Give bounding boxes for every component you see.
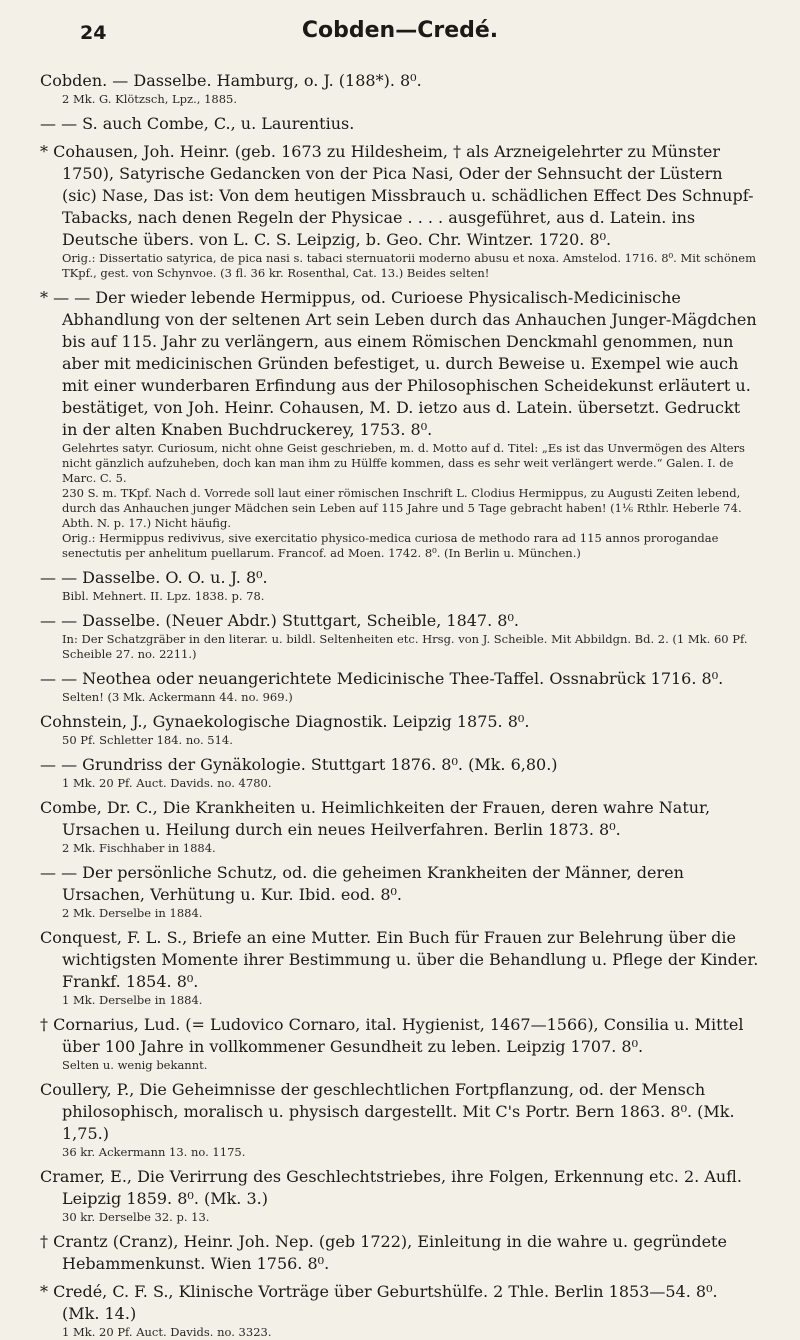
entry-note: 30 kr. Derselbe 32. p. 13.: [62, 1210, 210, 1224]
entry-text: — — Neothea oder neuangerichtete Medicinische Thee-Taffel. Ossnabrück 1716. 8⁰.: [40, 669, 724, 688]
entry-text: — — Dasselbe. (Neuer Abdr.) Stuttgart, Scheible, 1847. 8⁰.: [40, 611, 519, 630]
entry-note: 1 Mk. 20 Pf. Auct. Davids. no. 4780.: [62, 776, 272, 790]
entry-note: Selten! (3 Mk. Ackermann 44. no. 969.): [62, 690, 293, 704]
running-head: Cobden—Credé.: [301, 18, 499, 43]
entry-text: — — Grundriss der Gynäkologie. Stuttgart 1876. 8⁰. (Mk. 6,80.): [40, 755, 558, 774]
entry-text: † Crantz (Cranz), Heinr. Joh. Nep. (geb 1722), Einleitung in die wahre u. gegründete Hebammenkunst. Wien 1756. 8⁰.: [40, 1232, 727, 1273]
bibliography-entry: [40, 141, 760, 281]
bibliography-entry: [40, 610, 760, 662]
entry-note: 230 S. m. TKpf. Nach d. Vorrede soll laut einer römischen Inschrift L. Clodius Hermippus, zu Augusti Zeiten lebend, durch das Anhauchen junger Mädchen sein Leben auf 115 Jahre und 5 Tage gebracht haben! (1⅙ Rthlr. Heberle 74. Abth. N. p. 17.) Nicht häufig.: [62, 486, 742, 530]
bibliography-entry: [40, 797, 760, 856]
bibliography-entry: [40, 927, 760, 1008]
entry-note: Bibl. Mehnert. II. Lpz. 1838. p. 78.: [62, 589, 265, 603]
entry-text: Coullery, P., Die Geheimnisse der geschlechtlichen Fortpflanzung, od. der Mensch philosophisch, moralisch u. physisch dargestellt. Mit C's Portr. Bern 1863. 8⁰. (Mk. 1,75.): [40, 1080, 735, 1143]
entry-text: — — Der persönliche Schutz, od. die geheimen Krankheiten der Männer, deren Ursachen, Verhütung u. Kur. Ibid. eod. 8⁰.: [40, 863, 684, 904]
entry-note: 2 Mk. G. Klötzsch, Lpz., 1885.: [62, 92, 237, 106]
bibliography-entry: [40, 1079, 760, 1160]
bibliography-entry: [40, 287, 760, 561]
entry-note: Orig.: Dissertatio satyrica, de pica nasi s. tabaci sternuatorii moderno abusu et noxa. Amstelod. 1716. 8⁰. Mit schönem TKpf., gest. von Schynvoe. (3 fl. 36 kr. Rosenthal, Cat. 13.) Beides selten!: [62, 251, 756, 280]
entry-text: Conquest, F. L. S., Briefe an eine Mutter. Ein Buch für Frauen zur Belehrung über die wichtigsten Momente ihrer Bestimmung u. über die Behandlung u. Pflege der Kinder. Frankf. 1854. 8⁰.: [40, 928, 759, 991]
entry-text: * — — Der wieder lebende Hermippus, od. Curioese Physicalisch-Medicinische Abhandlung von der seltenen Art sein Leben durch das Anhauchen Junger-Mägdchen bis auf 115. Jahr zu verlängern, aus einem Römischen Denckmahl genommen, nun aber mit medicinischen Gründen befestiget, u. durch Beweise u. Exempel wie auch mit einer wunderbaren Erfindung aus der Philosophischen Scheidekunst erläutert u. bestätiget, von Joh. Heinr. Cohausen, M. D. ietzo aus d. Latein. übersetzt. Gedruckt in der alten Knaben Buchdruckerey, 1753. 8⁰.: [40, 288, 757, 439]
bibliography-entry: [40, 1166, 760, 1225]
bibliography-entry: [40, 113, 760, 135]
bibliography-entry: [40, 754, 760, 791]
entry-text: — — S. auch Combe, C., u. Laurentius.: [40, 114, 355, 133]
bibliography-entry: [40, 1014, 760, 1073]
bibliography-entry: [40, 1281, 760, 1340]
page-header: [40, 0, 760, 70]
entry-text: † Cornarius, Lud. (= Ludovico Cornaro, ital. Hygienist, 1467—1566), Consilia u. Mittel über 100 Jahre in vollkommener Gesundheit zu leben. Leipzig 1707. 8⁰.: [40, 1015, 744, 1056]
entry-note: Gelehrtes satyr. Curiosum, nicht ohne Geist geschrieben, m. d. Motto auf d. Titel: „Es ist das Unvermögen des Alters nicht gänzlich aufzuheben, doch kan man ihm zu Hülffe kommen, dass es sehr weit verlängert werde.“ Galen. I. de Marc. C. 5.: [62, 441, 745, 485]
bibliography-entry: [40, 862, 760, 921]
entry-note: In: Der Schatzgräber in den literar. u. bildl. Seltenheiten etc. Hrsg. von J. Scheible. Mit Abbildgn. Bd. 2. (1 Mk. 60 Pf. Scheible 27. no. 2211.): [62, 632, 748, 661]
entry-note: 1 Mk. 20 Pf. Auct. Davids. no. 3323.: [62, 1325, 272, 1339]
entry-text: — — Dasselbe. O. O. u. J. 8⁰.: [40, 568, 268, 587]
bibliography-entry: [40, 567, 760, 604]
entry-text: Cohnstein, J., Gynaekologische Diagnostik. Leipzig 1875. 8⁰.: [40, 712, 530, 731]
entry-text: Cramer, E., Die Verirrung des Geschlechtstriebes, ihre Folgen, Erkennung etc. 2. Aufl. Leipzig 1859. 8⁰. (Mk. 3.): [40, 1167, 742, 1208]
entry-text: Cobden. — Dasselbe. Hamburg, o. J. (188*). 8⁰.: [40, 71, 422, 90]
entry-note: Selten u. wenig bekannt.: [62, 1058, 208, 1072]
entry-note: Orig.: Hermippus redivivus, sive exercitatio physico-medica curiosa de methodo rara ad 115 annos prorogandae senectutis per anhelitum puellarum. Francof. ad Moen. 1742. 8⁰. (In Berlin u. München.): [62, 531, 719, 560]
entry-note: 36 kr. Ackermann 13. no. 1175.: [62, 1145, 246, 1159]
page-number: 24: [80, 22, 107, 44]
bibliography-entry: [40, 711, 760, 748]
entry-note: 1 Mk. Derselbe in 1884.: [62, 993, 203, 1007]
entry-note: 50 Pf. Schletter 184. no. 514.: [62, 733, 233, 747]
bibliography-entries: [40, 70, 760, 1340]
bibliography-entry: [40, 668, 760, 705]
entry-note: 2 Mk. Fischhaber in 1884.: [62, 841, 216, 855]
bibliography-entry: [40, 1231, 760, 1275]
entry-text: * Cohausen, Joh. Heinr. (geb. 1673 zu Hildesheim, † als Arzneigelehrter zu Münster 1750), Satyrische Gedancken von der Pica Nasi, Oder der Sehnsucht der Lüstern (sic) Nase, Das ist: Von dem heutigen Missbrauch u. schädlichen Effect Des Schnupf-Tabacks, nach denen Regeln der Physicae . . . . ausgeführet, aus d. Latein. ins Deutsche übers. von L. C. S. Leipzig, b. Geo. Chr. Wintzer. 1720. 8⁰.: [40, 142, 754, 249]
entry-note: 2 Mk. Derselbe in 1884.: [62, 906, 203, 920]
bibliography-entry: [40, 70, 760, 107]
entry-text: Combe, Dr. C., Die Krankheiten u. Heimlichkeiten der Frauen, deren wahre Natur, Ursachen u. Heilung durch ein neues Heilverfahren. Berlin 1873. 8⁰.: [40, 798, 711, 839]
entry-text: * Credé, C. F. S., Klinische Vorträge über Geburtshülfe. 2 Thle. Berlin 1853—54. 8⁰. (Mk. 14.): [40, 1282, 718, 1323]
